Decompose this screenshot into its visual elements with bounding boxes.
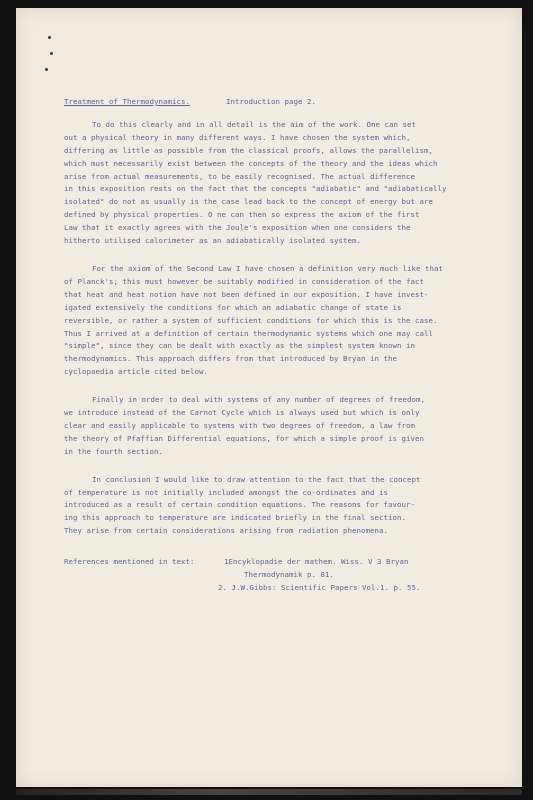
text-line: that heat and heat notion have not been defined in our exposition. I have invest- xyxy=(64,289,429,299)
reference-row xyxy=(64,569,484,582)
text-line: ing this approach to temperature are indicated briefly in the final section. xyxy=(64,513,406,523)
text-line: of temperature is not initially included amongst the co-ordinates and is xyxy=(64,487,388,497)
text-line: hitherto utilised calorimeter as an adiabatically isolated system. xyxy=(64,236,361,246)
text-line: For the axiom of the Second Law I have chosen a definition very much like that xyxy=(92,263,443,273)
text-line: of Planck's; this must however be suitably modified in consideration of the fact xyxy=(64,276,424,286)
text-line: in the fourth section. xyxy=(64,446,163,456)
reference-row xyxy=(64,556,484,569)
scan-edge-strip xyxy=(16,789,522,795)
text-line: which must necessarily exist between the concepts of the theory and the ideas which xyxy=(64,158,438,168)
text-line: the theory of Pfaffian Differential equations, for which a simple proof is given xyxy=(64,433,424,443)
text-line: igated extensively the conditions for which an adiabatic change of state is xyxy=(64,302,402,312)
references-block xyxy=(64,556,484,595)
paragraph-2 xyxy=(64,263,484,379)
reference-row xyxy=(64,582,484,595)
text-line: clear and easily applicable to systems with two degrees of freedom, a law from xyxy=(64,420,415,430)
text-line: isolated" do not as usually is the case lead back to the concept of energy but are xyxy=(64,197,433,207)
document-title: Treatment of Thermodynamics. xyxy=(64,97,190,106)
paragraph-4 xyxy=(64,474,484,539)
punch-mark xyxy=(48,36,51,39)
text-line: thermodynamics. This approach differs from that introduced by Bryan in the xyxy=(64,354,397,364)
text-line: arise from actual measurements, to be easily recognised. The actual difference xyxy=(64,171,415,181)
text-line: In conclusion I would like to draw attention to the fact that the concept xyxy=(92,474,421,484)
text-line: To do this clearly and in all detail is the aim of the work. One can set xyxy=(92,119,416,129)
typed-text-body xyxy=(64,96,484,595)
text-line: cyclopaedia article cited below. xyxy=(64,367,208,377)
document-heading xyxy=(64,96,484,109)
text-line: we introduce instead of the Carnot Cycle which is always used but which is only xyxy=(64,408,420,418)
reference-1: 1Encyklopadie der mathem. Wiss. V 3 Bryan xyxy=(224,557,409,567)
text-line: differing as little as possible from the classical proofs, allows the parallelism, xyxy=(64,145,433,155)
text-line: defined by physical properties. O ne can then so express the axiom of the first xyxy=(64,210,420,220)
reference-1-continued: Thermodynamik p. 81. xyxy=(244,570,334,580)
page-reference: Introduction page 2. xyxy=(226,97,316,106)
punch-mark xyxy=(45,68,48,71)
text-line: Law that it exactly agrees with the Joule's exposition when one considers the xyxy=(64,223,411,233)
text-line: "simple", since they can be dealt with exactly as the simplest system known in xyxy=(64,341,415,351)
references-label: References mentioned in text: xyxy=(64,557,195,567)
paragraph-3 xyxy=(64,394,484,459)
text-line: in this exposition rests on the fact that the concepts "adiabatic" and "adiabatically xyxy=(64,184,447,194)
text-line: reversible, or rather a system of sufficient conditions for which this is the case. xyxy=(64,315,438,325)
reference-2: 2. J.W.Gibbs: Scientific Papers Vol.1. p. 55. xyxy=(218,583,421,592)
text-line: They arise from certain considerations arising from radiation phenomena. xyxy=(64,526,388,536)
text-line: Thus I arrived at a definition of certain thermodynamic systems which one may call xyxy=(64,328,433,338)
punch-mark xyxy=(50,52,53,55)
paragraph-1 xyxy=(64,119,484,248)
text-line: out a physical theory in many different ways. I have chosen the system which, xyxy=(64,132,411,142)
text-line: Finally in order to deal with systems of any number of degrees of freedom, xyxy=(92,395,425,405)
text-line: introduced as a result of certain condition equations. The reasons for favour- xyxy=(64,500,415,510)
